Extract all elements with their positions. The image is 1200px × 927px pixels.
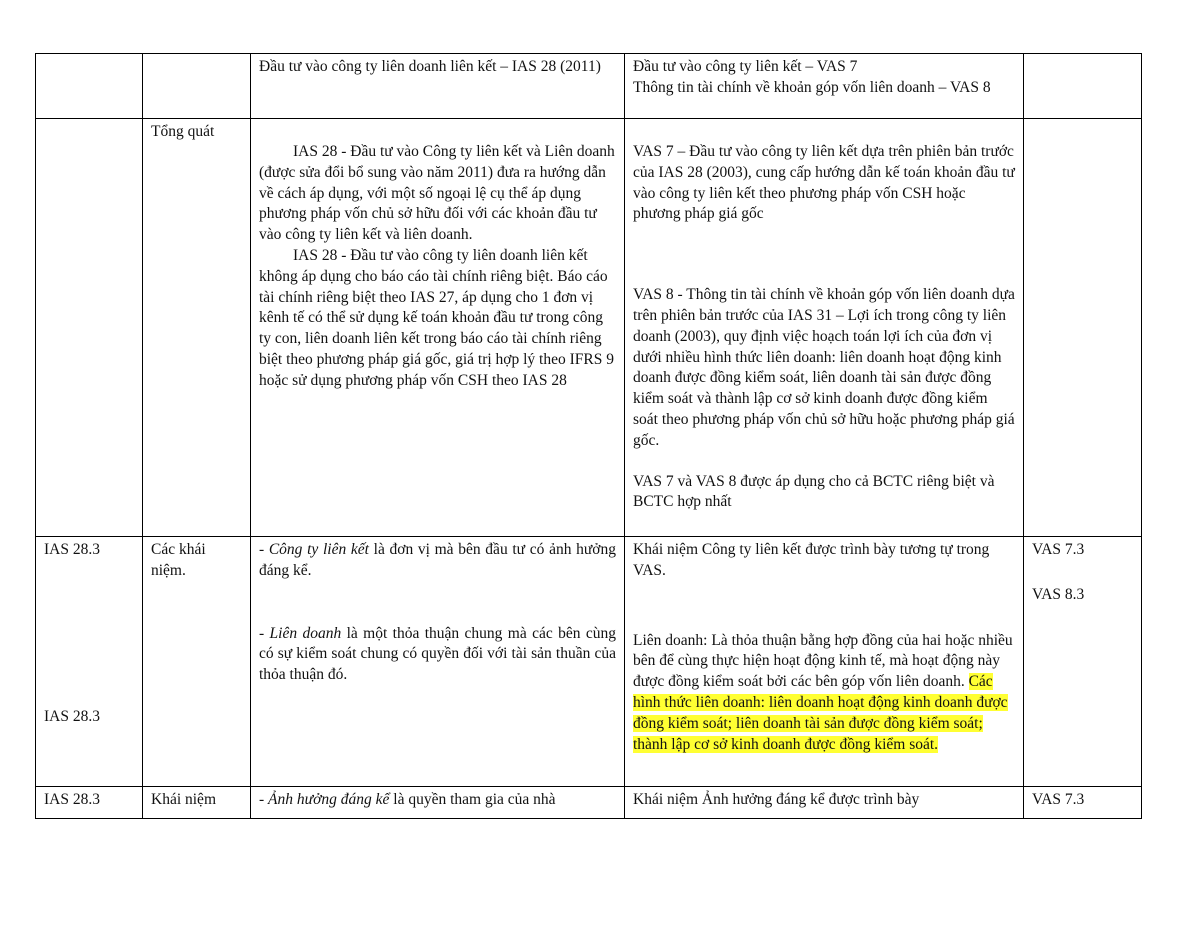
header-topic-cell [143, 54, 251, 119]
header-ias-title: Đầu tư vào công ty liên doanh liên kết – IAS 28 (2011) [259, 58, 601, 75]
general-vas-paragraph-2: VAS 8 - Thông tin tài chính về khoản góp vốn liên doanh dựa trên phiên bản trước của IAS 31 – Lợi ích trong công ty liên doanh (2003), quy định việc hoạch toán lợi ích của đơn vị dưới nhiều hình thức liên doanh: liên doanh hoạt động kinh doanh được đồng kiểm soát, liên doanh tài sản được đồng kiểm soát và thành lập cơ sở kinh doanh được đồng kiểm soát theo phương pháp vốn chủ sở hữu hoặc phương pháp giá gốc. [633, 286, 1015, 449]
concepts-vas-jv [633, 631, 1015, 756]
influence-ias-cell [251, 787, 625, 819]
header-vas8-title: Thông tin tài chính về khoản góp vốn liên doanh – VAS 8 [633, 78, 991, 96]
jv-definition: là một thỏa thuận chung mà các bên cùng có sự kiểm soát chung có quyền đối với tài sản thuần của thỏa thuận đó. [259, 624, 616, 684]
associate-definition: là đơn vị mà bên đầu tư có ảnh hưởng đáng kể. [259, 541, 616, 579]
influence-ref-cell [36, 787, 143, 819]
concepts-topic: Các khái niệm. [151, 541, 206, 579]
general-topic-cell [143, 119, 251, 537]
concepts-vas-ref-cell [1024, 537, 1142, 787]
influence-vas-ref: VAS 7.3 [1032, 791, 1085, 808]
concepts-vas-associate: Khái niệm Công ty liên kết được trình bày tương tự trong VAS. [633, 541, 990, 579]
concepts-ref-1: IAS 28.3 [44, 541, 100, 558]
header-ias-cell [251, 54, 625, 119]
vas-jv-definition: Liên doanh: Là thỏa thuận bằng hợp đồng của hai hoặc nhiều bên để cùng thực hiện hoạt động kinh tế, mà hoạt động này được đồng kiểm soát bởi các bên góp vốn liên doanh. [633, 631, 1013, 691]
header-vas-cell [625, 54, 1024, 119]
associate-term: Công ty liên kết [268, 541, 369, 558]
general-topic: Tổng quát [151, 123, 215, 140]
concepts-ref-2: IAS 28.3 [44, 707, 100, 725]
influence-topic-cell [143, 787, 251, 819]
general-ias-paragraph-2: IAS 28 - Đầu tư vào công ty liên doanh liên kết không áp dụng cho báo cáo tài chính riêng biệt. Báo cáo tài chính riêng biệt theo IAS 27, áp dụng cho 1 đơn vị kênh tế có thể sử dụng kế toán khoản đầu tư trong công ty con, liên doanh liên kết trong báo cáo tài chính riêng biệt theo phương pháp giá gốc, giá trị hợp lý theo IFRS 9 hoặc sử dụng phương pháp vốn CSH theo IAS 28 [259, 246, 614, 389]
concepts-row [36, 537, 1142, 787]
concepts-vas-ref-2: VAS 8.3 [1032, 585, 1085, 603]
concepts-ref-cell [36, 537, 143, 787]
influence-vas-cell [625, 787, 1024, 819]
general-vas-paragraph-1: VAS 7 – Đầu tư vào công ty liên kết dựa trên phiên bản trước của IAS 28 (2003), cung cấp hướng dẫn kế toán khoản đầu tư vào công ty liên kết theo phương pháp vốn CSH hoặc phương pháp giá gốc [633, 143, 1015, 223]
general-vas-ref-cell [1024, 119, 1142, 537]
general-vas-paragraph-3: VAS 7 và VAS 8 được áp dụng cho cả BCTC riêng biệt và BCTC hợp nhất [633, 472, 995, 511]
influence-ref: IAS 28.3 [44, 791, 100, 808]
concepts-vas-cell [625, 537, 1024, 787]
general-ias-cell [251, 119, 625, 537]
concepts-ias-associate: - Công ty liên kết là đơn vị mà bên đầu tư có ảnh hưởng đáng kể. [259, 541, 616, 579]
general-vas-cell [625, 119, 1024, 537]
influence-definition: là quyền tham gia của nhà [389, 791, 556, 808]
general-ias-paragraph-1: IAS 28 - Đầu tư vào Công ty liên kết và Liên doanh (được sửa đổi bổ sung vào năm 2011) đưa ra hướng dẫn về cách áp dụng, với một số ngoại lệ cụ thể áp dụng phương pháp vốn chủ sở hữu đối với các khoản đầu tư vào công ty liên kết và liên doanh. [259, 143, 615, 244]
influence-topic: Khái niệm [151, 791, 216, 808]
general-row [36, 119, 1142, 537]
concepts-topic-cell [143, 537, 251, 787]
header-row [36, 54, 1142, 119]
concepts-ias-jv: - Liên doanh là một thỏa thuận chung mà các bên cùng có sự kiểm soát chung có quyền đối với tài sản thuần của thỏa thuận đó. [259, 624, 616, 684]
influence-row [36, 787, 1142, 819]
general-ref-cell [36, 119, 143, 537]
header-vas-ref-cell [1024, 54, 1142, 119]
concepts-vas-ref-1: VAS 7.3 [1032, 541, 1085, 558]
concepts-ias-cell [251, 537, 625, 787]
vas-jv-forms-highlight: Các hình thức liên doanh: liên doanh hoạt động kinh doanh được đồng kiểm soát; liên doanh tài sản được đồng kiểm soát; thành lập cơ sở kinh doanh được đồng kiểm soát. [633, 673, 1008, 753]
influence-term: Ảnh hưởng đáng kể [268, 791, 390, 808]
influence-ias-text: - Ảnh hưởng đáng kể là quyền tham gia của nhà [259, 791, 556, 808]
jv-term: Liên doanh [269, 624, 342, 642]
header-ref-cell [36, 54, 143, 119]
influence-vas-text: Khái niệm Ảnh hưởng đáng kể được trình bày [633, 791, 920, 808]
header-vas7-title: Đầu tư vào công ty liên kết – VAS 7 [633, 58, 858, 75]
influence-vas-ref-cell [1024, 787, 1142, 819]
comparison-table [35, 53, 1142, 819]
